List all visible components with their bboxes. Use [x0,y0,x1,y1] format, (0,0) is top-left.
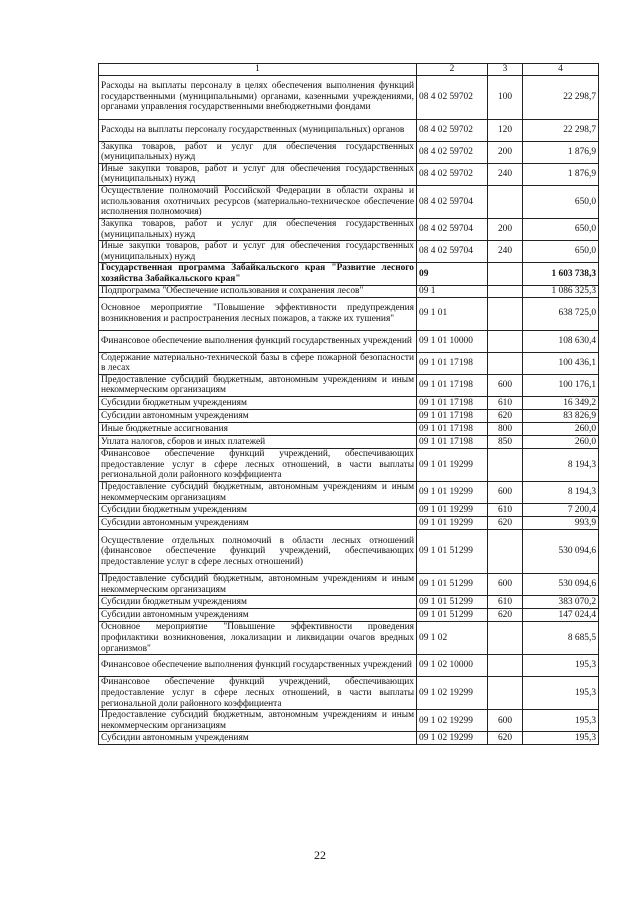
cell-name: Предоставление субсидий бюджетным, автономным учреждениям и иным некоммерческим организациям [99,574,417,596]
cell-vr [488,330,523,352]
header-col-name: 1 [99,64,417,76]
cell-name: Финансовое обеспечение функций учреждений, обеспечивающих предоставление услуг в сфере лесных отношений, в части выплаты региональной доли районного коэффициента [99,448,417,481]
cell-code: 09 1 01 19299 [417,481,488,503]
cell-code: 09 1 02 10000 [417,655,488,677]
cell-sum: 1 086 325,3 [523,285,599,297]
cell-vr [488,352,523,374]
cell-code: 09 1 02 19299 [417,710,488,732]
cell-sum: 83 826,9 [523,409,599,422]
cell-code: 09 1 [417,285,488,297]
cell-sum: 7 200,4 [523,504,599,517]
cell-sum: 195,3 [523,732,599,745]
table-header-row [99,64,599,76]
cell-vr: 620 [488,732,523,745]
cell-name: Финансовое обеспечение выполнения функций государственных учреждений [99,655,417,677]
cell-vr: 200 [488,141,523,163]
cell-sum: 383 070,2 [523,596,599,609]
cell-name: Иные закупки товаров, работ и услуг для обеспечения государственных (муниципальных) нужд [99,241,417,263]
cell-vr: 610 [488,596,523,609]
cell-code: 09 1 01 17198 [417,396,488,409]
cell-vr: 850 [488,435,523,448]
cell-code: 08 4 02 59704 [417,241,488,263]
table-row [99,241,599,263]
cell-name: Субсидии автономным учреждениям [99,732,417,745]
table-body [99,75,599,745]
cell-vr: 620 [488,609,523,622]
cell-code: 08 4 02 59704 [417,218,488,240]
cell-code: 09 1 01 10000 [417,330,488,352]
table-row [99,218,599,240]
cell-name: Расходы на выплаты персоналу в целях обеспечения выполнения функций государственными (муниципальными) органами, казенными учреждениями, органами управления государственными внебюджетными фондами [99,75,417,119]
header-col-code: 2 [417,64,488,76]
budget-table [98,63,599,745]
table-row [99,504,599,517]
cell-code: 09 1 01 51299 [417,596,488,609]
cell-sum: 260,0 [523,435,599,448]
table-row [99,119,599,141]
cell-name: Осуществление отдельных полномочий в области лесных отношений (финансовое обеспечение функций учреждений, обеспечивающих предоставление услуг в сфере лесных отношений) [99,530,417,574]
table-row [99,530,599,574]
table-row [99,655,599,677]
cell-code: 09 1 01 [417,297,488,330]
cell-vr: 200 [488,218,523,240]
cell-vr: 610 [488,504,523,517]
cell-sum: 22 298,7 [523,75,599,119]
cell-name: Субсидии автономным учреждениям [99,609,417,622]
cell-vr: 800 [488,422,523,435]
cell-code: 08 4 02 59702 [417,141,488,163]
table-row [99,422,599,435]
cell-code: 09 [417,263,488,285]
cell-vr [488,622,523,655]
cell-name: Основное мероприятие "Повышение эффективности предупреждения возникновения и распространения лесных пожаров, а также их тушения" [99,297,417,330]
cell-name: Государственная программа Забайкальского края "Развитие лесного хозяйства Забайкальского края" [99,263,417,285]
table-row [99,163,599,185]
table-row [99,141,599,163]
cell-sum: 22 298,7 [523,119,599,141]
cell-vr [488,263,523,285]
cell-code: 09 1 01 17198 [417,374,488,396]
cell-sum: 650,0 [523,185,599,218]
cell-vr [488,297,523,330]
cell-sum: 530 094,6 [523,530,599,574]
cell-name: Иные закупки товаров, работ и услуг для обеспечения государственных (муниципальных) нужд [99,163,417,185]
cell-vr: 600 [488,574,523,596]
cell-sum: 260,0 [523,422,599,435]
cell-sum: 530 094,6 [523,574,599,596]
cell-name: Предоставление субсидий бюджетным, автономным учреждениям и иным некоммерческим организациям [99,374,417,396]
cell-sum: 195,3 [523,710,599,732]
cell-vr: 620 [488,409,523,422]
table-row [99,710,599,732]
cell-name: Содержание материально-технической базы в сфере пожарной безопасности в лесах [99,352,417,374]
cell-vr [488,655,523,677]
cell-sum: 16 349,2 [523,396,599,409]
cell-vr: 600 [488,481,523,503]
cell-code: 09 1 01 17198 [417,422,488,435]
cell-vr [488,677,523,710]
cell-vr: 240 [488,241,523,263]
cell-vr [488,530,523,574]
table-row [99,396,599,409]
cell-name: Субсидии бюджетным учреждениям [99,504,417,517]
cell-code: 08 4 02 59702 [417,119,488,141]
cell-vr: 600 [488,374,523,396]
cell-name: Финансовое обеспечение функций учреждений, обеспечивающих предоставление услуг в сфере лесных отношений, в части выплаты региональной доли районного коэффициента [99,677,417,710]
table-row [99,517,599,530]
table-row [99,185,599,218]
cell-code: 09 1 01 19299 [417,448,488,481]
table-row [99,297,599,330]
cell-sum: 100 176,1 [523,374,599,396]
cell-code: 09 1 01 17198 [417,352,488,374]
cell-name: Субсидии бюджетным учреждениям [99,596,417,609]
cell-code: 08 4 02 59702 [417,75,488,119]
cell-vr [488,185,523,218]
cell-name: Расходы на выплаты персоналу государственных (муниципальных) органов [99,119,417,141]
cell-code: 09 1 02 19299 [417,677,488,710]
cell-sum: 638 725,0 [523,297,599,330]
table-row [99,263,599,285]
cell-name: Субсидии автономным учреждениям [99,409,417,422]
cell-code: 09 1 01 17198 [417,435,488,448]
cell-code: 08 4 02 59702 [417,163,488,185]
cell-name: Основное мероприятие "Повышение эффективности проведения профилактики возникновения, локализации и ликвидации очагов вредных организмов" [99,622,417,655]
table-row [99,75,599,119]
page-number: 22 [314,848,326,862]
cell-vr: 240 [488,163,523,185]
cell-vr [488,448,523,481]
cell-code: 09 1 01 19299 [417,504,488,517]
cell-code: 09 1 02 [417,622,488,655]
table-row [99,435,599,448]
cell-code: 09 1 01 51299 [417,530,488,574]
cell-name: Уплата налогов, сборов и иных платежей [99,435,417,448]
cell-vr: 610 [488,396,523,409]
table-row [99,481,599,503]
cell-sum: 650,0 [523,241,599,263]
cell-sum: 993,9 [523,517,599,530]
table-row [99,609,599,622]
cell-name: Иные бюджетные ассигнования [99,422,417,435]
cell-name: Закупка товаров, работ и услуг для обеспечения государственных (муниципальных) нужд [99,218,417,240]
cell-vr [488,285,523,297]
cell-sum: 8 194,3 [523,481,599,503]
table-row [99,732,599,745]
cell-sum: 8 685,5 [523,622,599,655]
cell-name: Предоставление субсидий бюджетным, автономным учреждениям и иным некоммерческим организациям [99,710,417,732]
cell-code: 09 1 01 51299 [417,609,488,622]
cell-code: 09 1 01 51299 [417,574,488,596]
cell-sum: 195,3 [523,677,599,710]
table-row [99,352,599,374]
cell-name: Субсидии автономным учреждениям [99,517,417,530]
cell-sum: 1 876,9 [523,141,599,163]
table-row [99,409,599,422]
table-row [99,677,599,710]
table-row [99,574,599,596]
cell-name: Осуществление полномочий Российской Федерации в области охраны и использования охотничьих ресурсов (материально-техническое обеспечение исполнения полномочия) [99,185,417,218]
cell-code: 09 1 01 17198 [417,409,488,422]
cell-sum: 8 194,3 [523,448,599,481]
cell-sum: 1 603 738,3 [523,263,599,285]
cell-name: Подпрограмма "Обеспечение использования и сохранения лесов" [99,285,417,297]
cell-sum: 147 024,4 [523,609,599,622]
cell-sum: 108 630,4 [523,330,599,352]
cell-sum: 650,0 [523,218,599,240]
header-col-sum: 4 [523,64,599,76]
cell-vr: 600 [488,710,523,732]
cell-vr: 120 [488,119,523,141]
cell-sum: 195,3 [523,655,599,677]
cell-code: 09 1 01 19299 [417,517,488,530]
table-row [99,622,599,655]
cell-name: Закупка товаров, работ и услуг для обеспечения государственных (муниципальных) нужд [99,141,417,163]
table-row [99,285,599,297]
cell-code: 09 1 02 19299 [417,732,488,745]
cell-vr: 620 [488,517,523,530]
cell-sum: 1 876,9 [523,163,599,185]
table-row [99,374,599,396]
table-row [99,330,599,352]
cell-vr: 100 [488,75,523,119]
cell-name: Субсидии бюджетным учреждениям [99,396,417,409]
cell-sum: 100 436,1 [523,352,599,374]
table-row [99,448,599,481]
header-col-vr: 3 [488,64,523,76]
cell-name: Предоставление субсидий бюджетным, автономным учреждениям и иным некоммерческим организациям [99,481,417,503]
cell-code: 08 4 02 59704 [417,185,488,218]
table-row [99,596,599,609]
cell-name: Финансовое обеспечение выполнения функций государственных учреждений [99,330,417,352]
